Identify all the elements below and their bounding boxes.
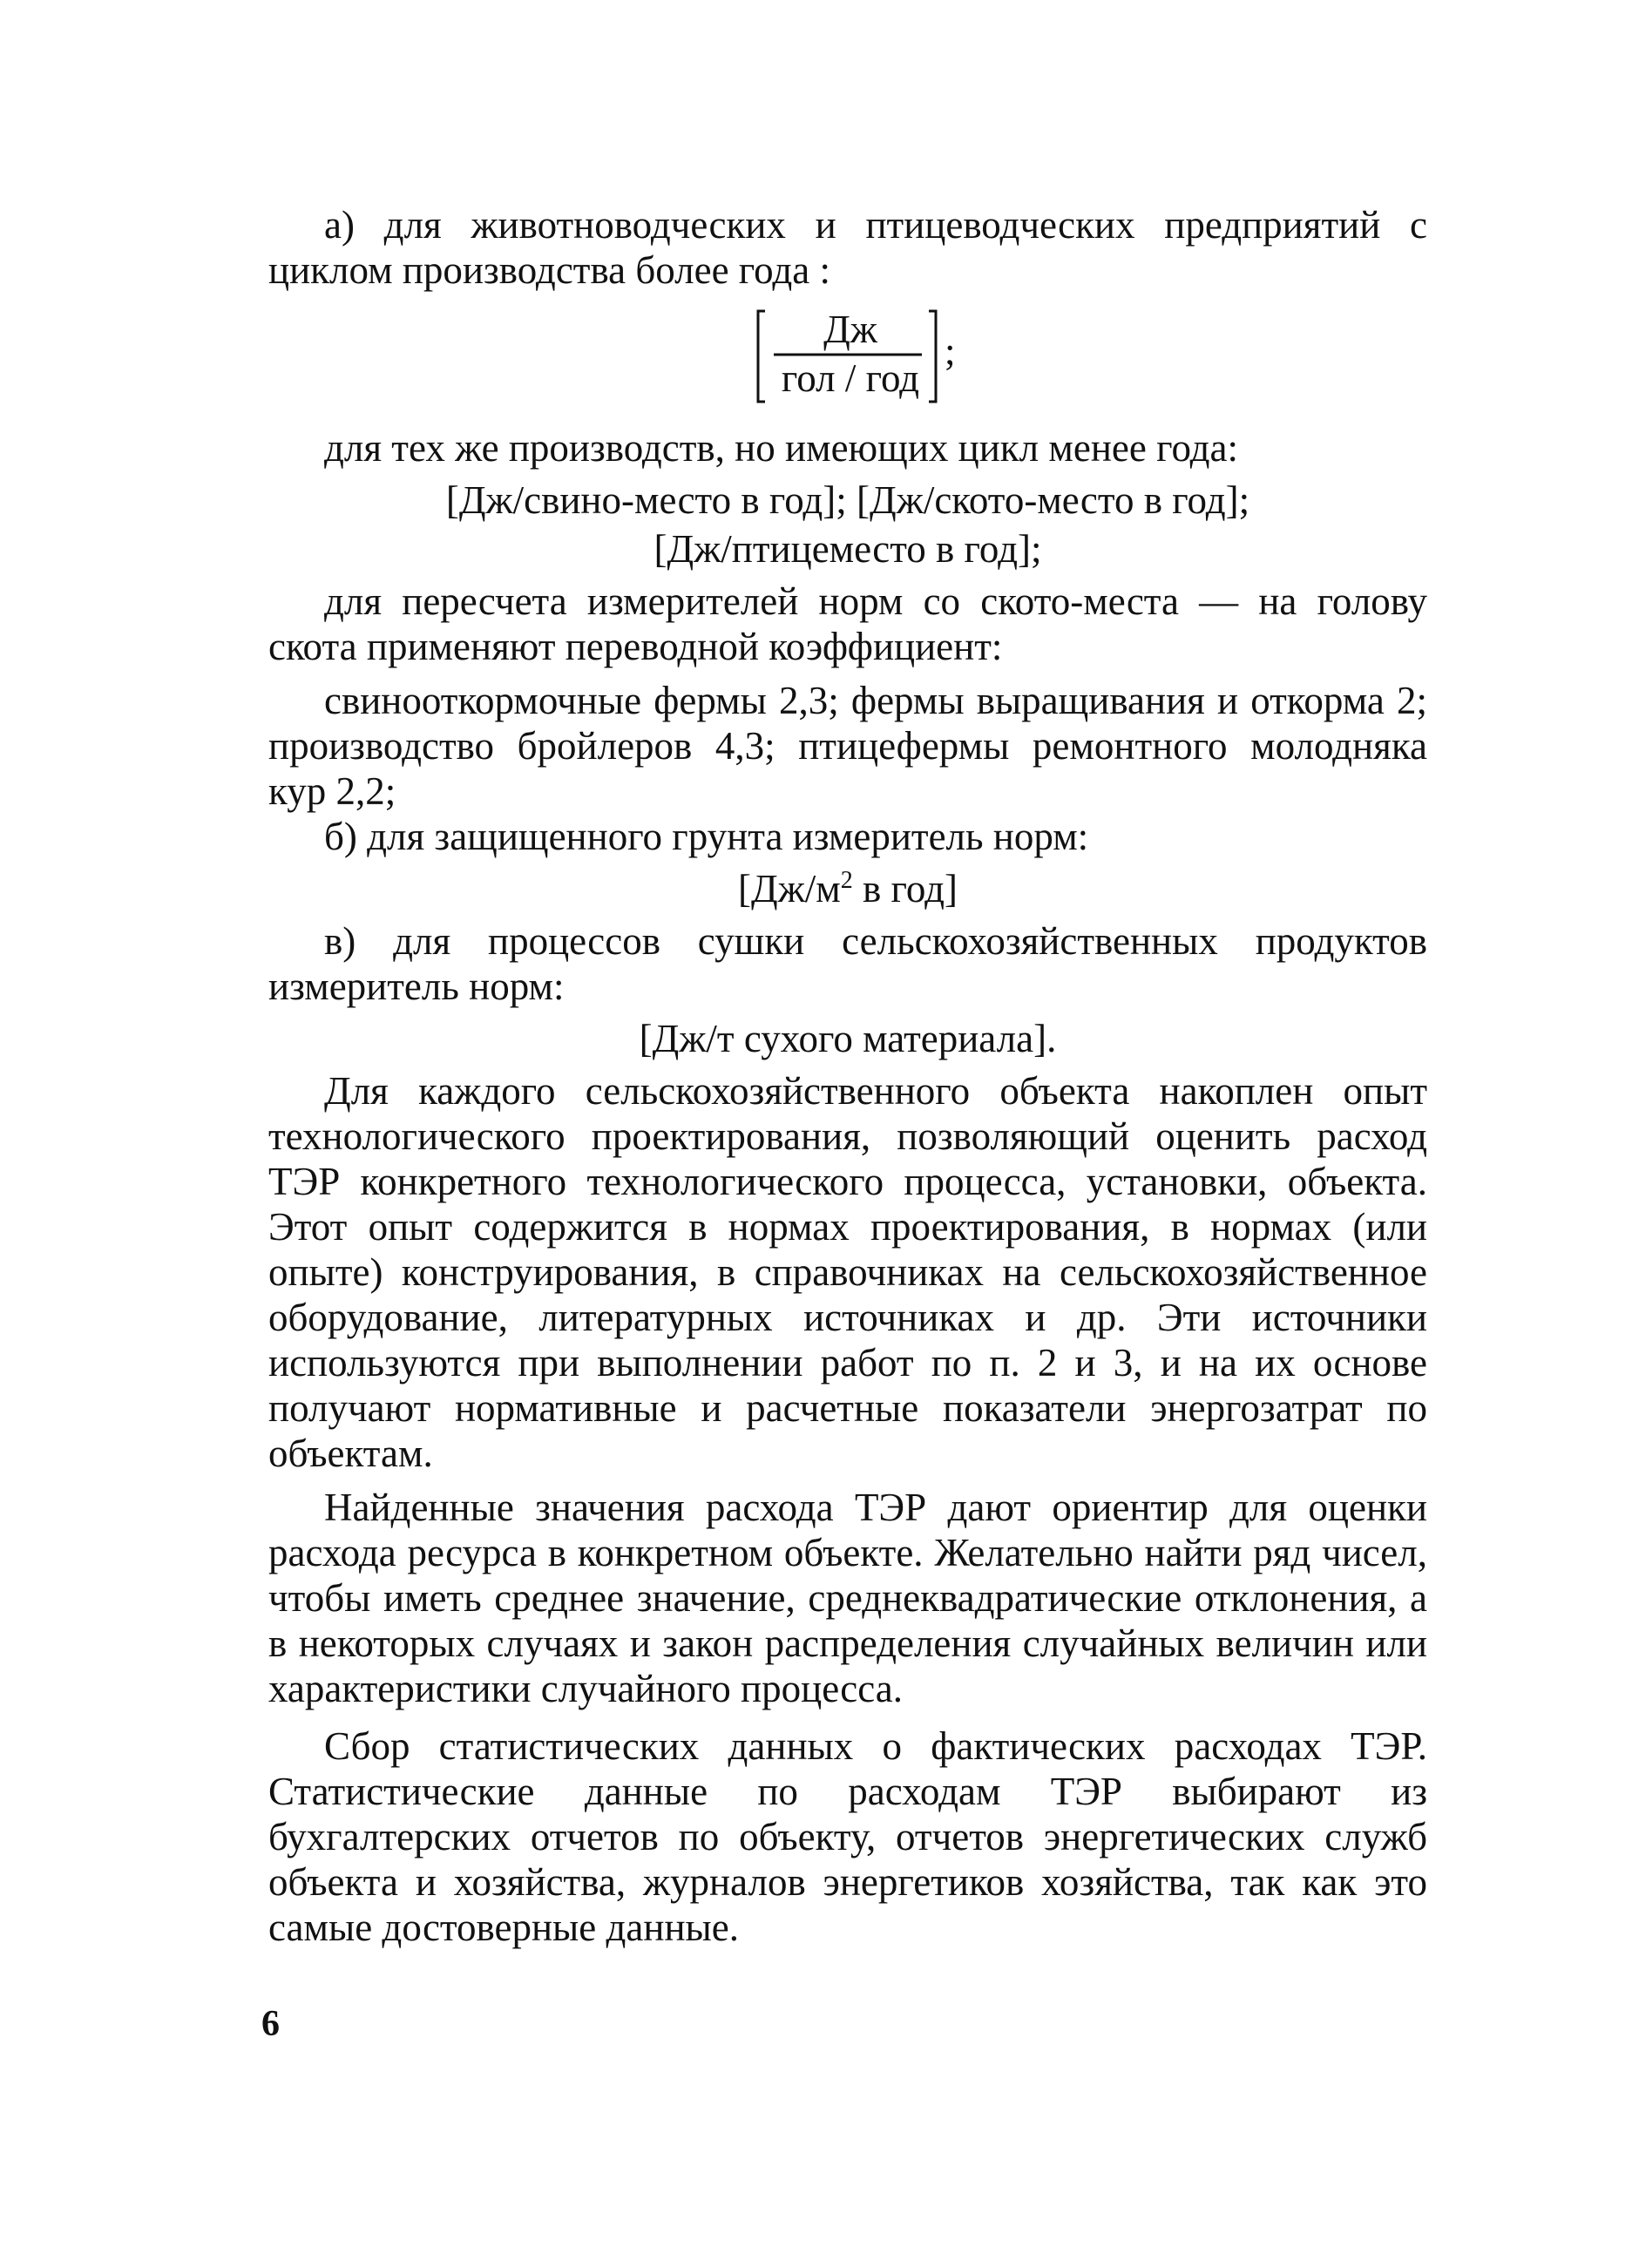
fraction-denominator: гол / год <box>781 356 920 400</box>
unit-b-post: в год] <box>852 867 958 911</box>
paragraph-short-cycle: для тех же производств, но имеющих цикл менее года: <box>324 426 1239 470</box>
paragraph-statistics: Сбор статистических данных о фактических расходах ТЭР. Статистические данные по расходам ТЭР выбирают из бухгалтерских отчетов по объекту, отчетов энергетических служб объекта и хозяйства, журналов энергетиков хозяйства, так как это самые достоверные данные. <box>268 1724 1427 1949</box>
unit-v: [Дж/т сухого материала]. <box>639 1017 1057 1060</box>
units-line-1: [Дж/свино-место в год]; [Дж/ското-место в год]; <box>445 478 1250 522</box>
paragraph-experience: Для каждого сельскохозяйственного объекта накоплен опыт технологического проектирования, позволяющий оценить расход ТЭР конкретного технологического процесса, установки, объекта. Этот опыт содержится в нормах проектирования, в нормах (или опыте) конструирования, в справочниках на сельскохозяйственное оборудование, литературных источниках и др. Эти источники используются при выполнении работ по п. 2 и 3, и на их основе получают нормативные и расчетные показатели энергозатрат по объектам. <box>268 1069 1427 1475</box>
paragraph-v: в) для процессов сушки сельскохозяйственных продуктов измеритель норм: <box>268 919 1427 1008</box>
paragraph-b: б) для защищенного грунта измеритель норм: <box>324 815 1089 858</box>
paragraph-conversion: для пересчета измерителей норм со ското-места — на голову скота применяют переводной коэффициент: <box>268 579 1427 668</box>
units-line-2: [Дж/птицеместо в год]; <box>653 527 1042 571</box>
unit-fraction <box>755 308 972 408</box>
paragraph-coefficients: свинооткормочные фермы 2,3; фермы выращивания и откорма 2; производство бройлеров 4,3; птицефермы ремонтного молодняка кур 2,2; <box>268 679 1427 813</box>
unit-b-sup: 2 <box>840 867 853 894</box>
fraction-suffix: ; <box>945 329 956 373</box>
unit-b <box>268 866 1427 911</box>
fraction-numerator: Дж <box>823 308 877 351</box>
paragraph-a: а) для животноводческих и птицеводческих предприятий с циклом производства более года : <box>268 203 1427 292</box>
paragraph-values: Найденные значения расхода ТЭР дают ориентир для оценки расхода ресурса в конкретном объекте. Желательно найти ряд чисел, чтобы иметь среднее значение, среднеквадратические отклонения, а в некоторых случаях и закон распределения случайных величин или характеристики случайного процесса. <box>268 1486 1427 1710</box>
page-number: 6 <box>261 2004 280 2044</box>
unit-b-pre: [Дж/м <box>738 867 841 911</box>
